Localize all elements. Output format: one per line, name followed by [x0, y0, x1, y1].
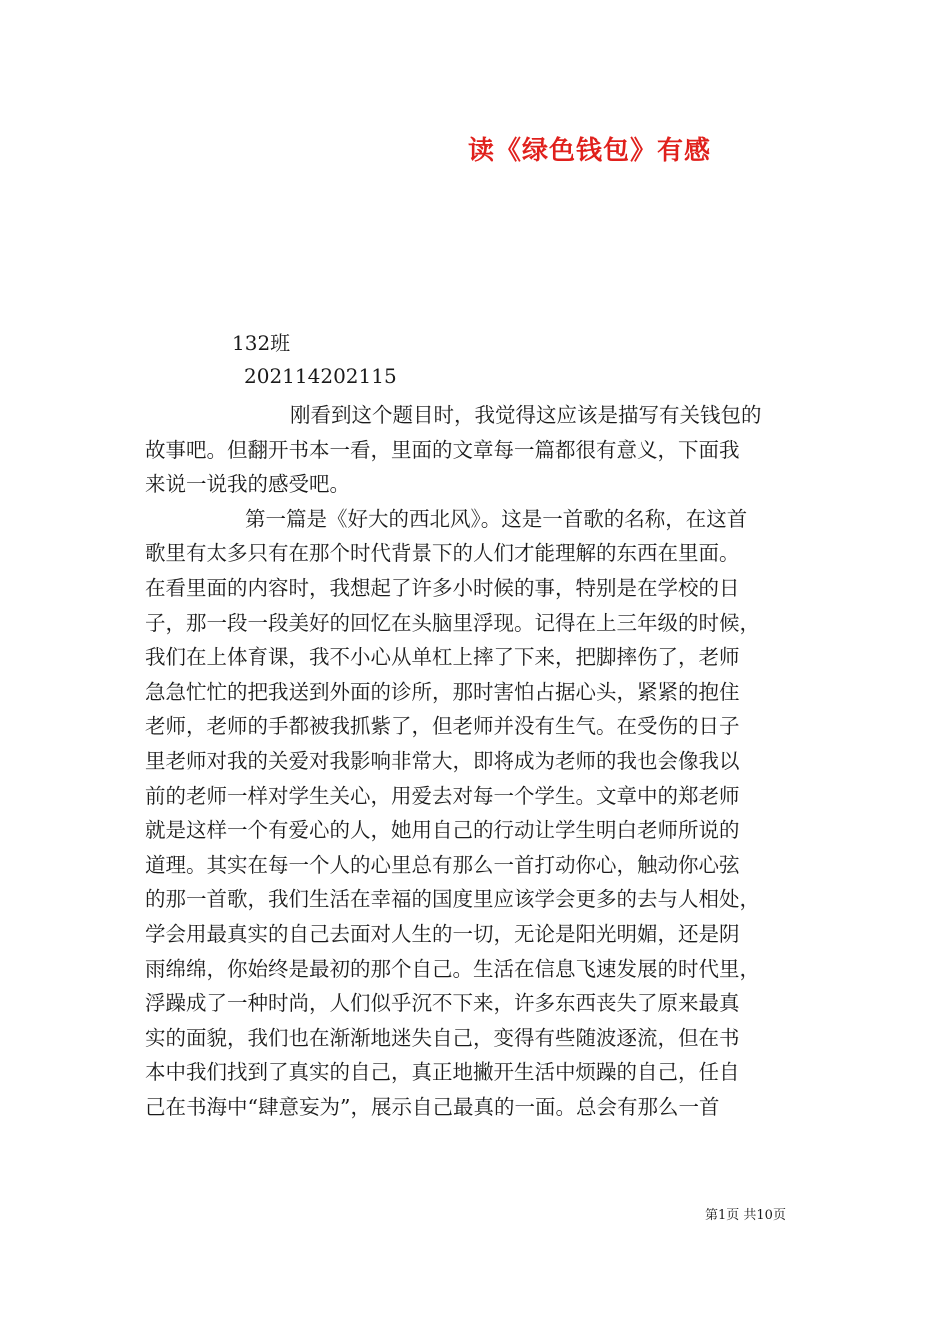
body-text	[145, 398, 815, 1124]
body-line: 第一篇是《好大的西北风》。这是一首歌的名称，在这首	[245, 506, 748, 531]
body-line: 子，那一段一段美好的回忆在头脑里浮现。记得在上三年级的时候，	[145, 610, 760, 635]
body-line: 雨绵绵，你始终是最初的那个自己。生活在信息飞速发展的时代里，	[145, 956, 760, 981]
body-line: 实的面貌，我们也在渐渐地迷失自己，变得有些随波逐流，但在书	[145, 1025, 740, 1050]
body-line: 里老师对我的关爱对我影响非常大，即将成为老师的我也会像我以	[145, 748, 740, 773]
body-line: 本中我们找到了真实的自己，真正地撇开生活中烦躁的自己，任自	[145, 1060, 740, 1085]
body-line: 己在书海中“肆意妄为”，展示自己最真的一面。总会有那么一首	[145, 1094, 720, 1119]
class-label: 132班	[232, 331, 291, 355]
body-line: 就是这样一个有爱心的人，她用自己的行动让学生明白老师所说的	[145, 818, 740, 843]
page-footer: 第1页 共10页	[705, 1208, 786, 1223]
body-line: 浮躁成了一种时尚，人们似乎沉不下来，许多东西丧失了原来最真	[145, 991, 740, 1016]
student-id: 202114202115	[244, 364, 397, 388]
body-line: 前的老师一样对学生关心，用爱去对每一个学生。文章中的郑老师	[145, 783, 740, 808]
body-line: 在看里面的内容时，我想起了许多小时候的事，特别是在学校的日	[145, 575, 740, 600]
body-line: 来说一说我的感受吧。	[145, 472, 350, 497]
body-line: 歌里有太多只有在那个时代背景下的人们才能理解的东西在里面。	[145, 541, 740, 566]
document-title: 读《绿色钱包》有感	[468, 136, 712, 166]
body-line: 道理。其实在每一个人的心里总有那么一首打动你心，触动你心弦	[145, 852, 740, 877]
body-line: 故事吧。但翻开书本一看，里面的文章每一篇都很有意义，下面我	[145, 437, 740, 462]
body-line: 老师，老师的手都被我抓紫了，但老师并没有生气。在受伤的日子	[145, 714, 740, 739]
body-line: 刚看到这个题目时，我觉得这应该是描写有关钱包的	[290, 403, 762, 427]
body-line: 我们在上体育课，我不小心从单杠上摔了下来，把脚摔伤了，老师	[145, 645, 740, 670]
body-line: 学会用最真实的自己去面对人生的一切，无论是阳光明媚，还是阴	[145, 921, 740, 946]
body-line: 急急忙忙的把我送到外面的诊所，那时害怕占据心头，紧紧的抱住	[145, 679, 740, 704]
body-line: 的那一首歌，我们生活在幸福的国度里应该学会更多的去与人相处，	[145, 887, 760, 912]
